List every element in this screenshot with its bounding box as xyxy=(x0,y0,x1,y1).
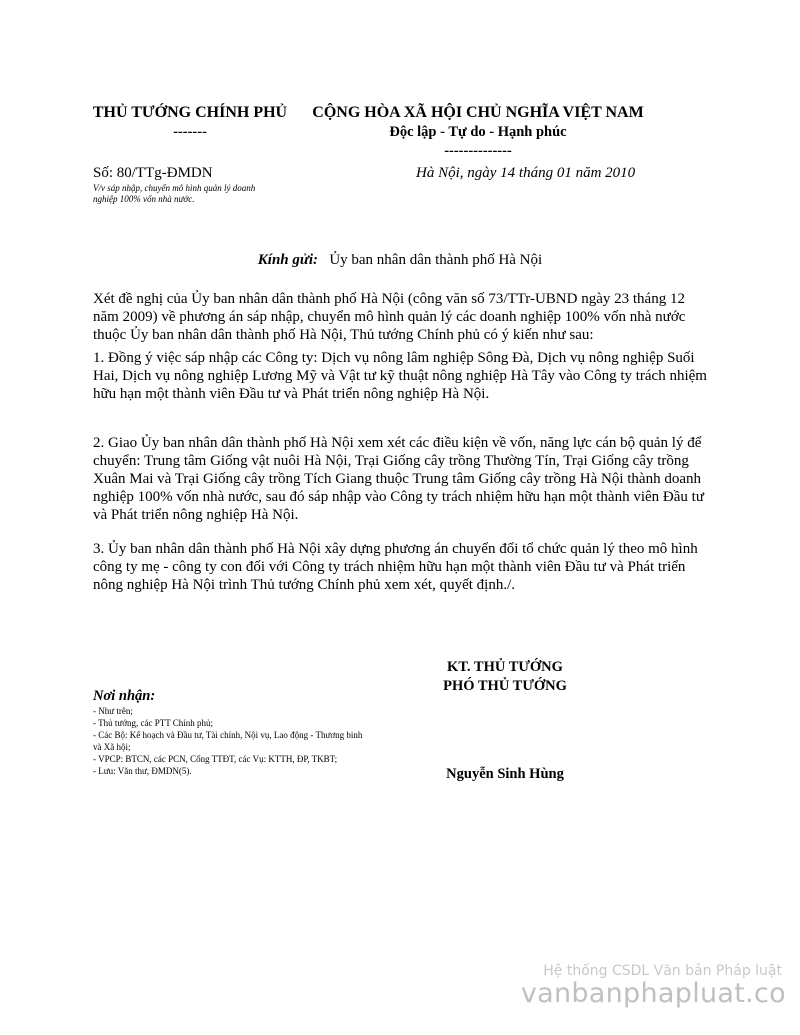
recipients-item: - Lưu: Văn thư, ĐMDN(5). xyxy=(93,766,192,776)
recipients-item: - VPCP: BTCN, các PCN, Cổng TTĐT, các Vụ: KTTH, ĐP, TKBT; xyxy=(93,754,338,764)
national-header xyxy=(308,103,648,161)
recipient-name: Ủy ban nhân dân thành phố Hà Nội xyxy=(329,252,543,268)
recipients-title: Nơi nhận: xyxy=(93,688,156,704)
recipients-list xyxy=(93,705,373,777)
intro-paragraph: Xét đề nghị của Ủy ban nhân dân thành phố Hà Nội (công văn số 73/TTr-UBND ngày 23 tháng 12 năm 2009) về phương án sáp nhập, chuyển mô hình quản lý các doanh nghiệp 100% vốn nhà nước thuộc Ủy ban nhân dân thành phố Hà Nội, Thủ tướng Chính phủ có ý kiến như sau: xyxy=(93,291,686,343)
recipients-item: - Các Bộ: Kế hoạch và Đầu tư, Tài chính, Nội vụ, Lao động - Thương binh và Xã hội; xyxy=(93,730,363,752)
recipients-item: - Như trên; xyxy=(93,706,133,716)
issuer-separator: ------- xyxy=(173,124,207,140)
item-1-paragraph: 1. Đồng ý việc sáp nhập các Công ty: Dịch vụ nông lâm nghiệp Sông Đà, Dịch vụ nông nghiệp Suối Hai, Dịch vụ nông nghiệp Lương Mỹ và Vật tư kỹ thuật nông nghiệp Hà Tây vào Công ty trách nhiệm hữu hạn một thành viên Đầu tư và Phát triển nông nghiệp Hà Nội. xyxy=(93,350,707,402)
issuer-name: THỦ TƯỚNG CHÍNH PHỦ xyxy=(92,104,288,121)
signature-title-1: KT. THỦ TƯỚNG xyxy=(447,659,563,675)
signer-name: Nguyễn Sinh Hùng xyxy=(446,766,564,782)
watermark-line-1: Hệ thống CSDL Văn bản Pháp luật xyxy=(543,963,782,979)
item-3-paragraph: 3. Ủy ban nhân dân thành phố Hà Nội xây dựng phương án chuyển đổi tổ chức quản lý theo mô hình công ty mẹ - công ty con đối với Công ty trách nhiệm hữu hạn một thành viên Đầu tư và Phát triển nông nghiệp Hà Nội trình Thủ tướng Chính phủ xem xét, quyết định./. xyxy=(93,541,698,593)
national-title: CỘNG HÒA XÃ HỘI CHỦ NGHĨA VIỆT NAM xyxy=(312,104,644,121)
issuer-header xyxy=(90,103,290,142)
national-separator: -------------- xyxy=(444,143,512,159)
recipients-item: - Thủ tướng, các PTT Chính phủ; xyxy=(93,718,214,728)
document-number: Số: 80/TTg-ĐMDN xyxy=(93,165,213,181)
recipient-line xyxy=(0,252,800,269)
item-2-paragraph: 2. Giao Ủy ban nhân dân thành phố Hà Nội xem xét các điều kiện về vốn, năng lực cán bộ quản lý để chuyển: Trung tâm Giống vật nuôi Hà Nội, Trại Giống cây trồng Thường Tín, Trại Giống cây trồng Xuân Mai và Trại Giống cây trồng Tích Giang thuộc Trung tâm Giống cây trồng Hà Nội thành doanh nghiệp 100% vốn nhà nước, sau đó sáp nhập vào Công ty trách nhiệm hữu hạn một thành viên Đầu tư và Phát triển nông nghiệp Hà Nội. xyxy=(93,435,704,523)
national-motto: Độc lập - Tự do - Hạnh phúc xyxy=(389,124,567,140)
watermark-line-2: vanbanphapluat.co xyxy=(520,978,786,1009)
signature-title-2: PHÓ THỦ TƯỚNG xyxy=(443,678,567,694)
document-subject: V/v sáp nhập, chuyển mô hình quản lý doanh nghiệp 100% vốn nhà nước. xyxy=(93,183,256,204)
recipient-label: Kính gửi: xyxy=(257,252,319,268)
signature-block xyxy=(420,658,590,696)
document-date: Hà Nội, ngày 14 tháng 01 năm 2010 xyxy=(416,165,636,181)
recipients-block xyxy=(93,688,373,777)
